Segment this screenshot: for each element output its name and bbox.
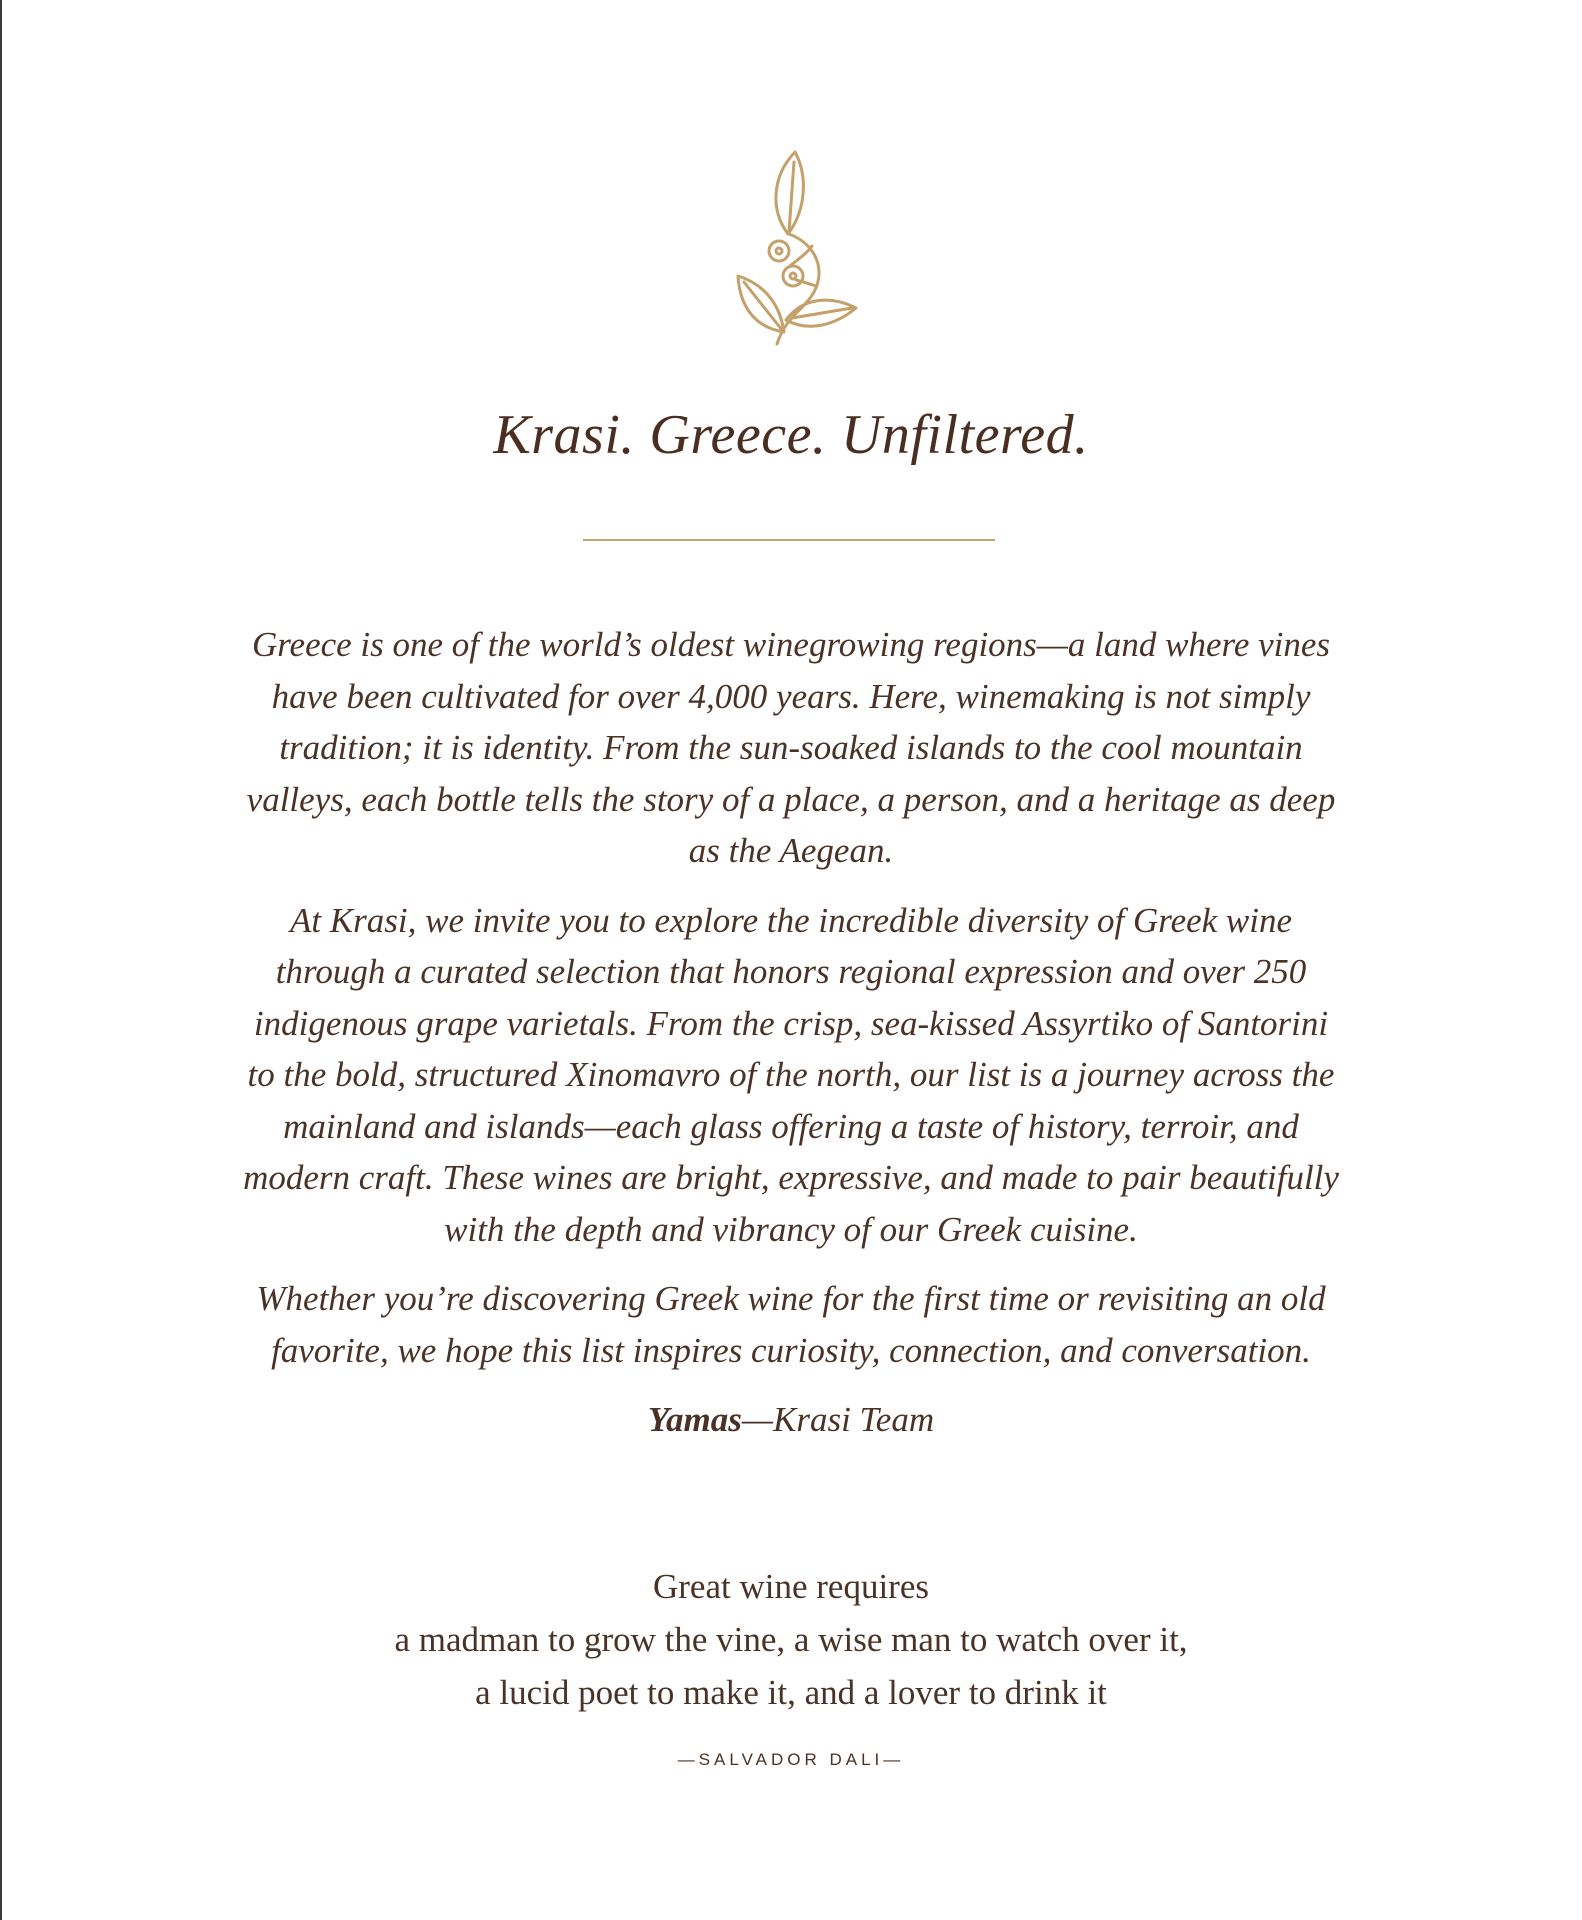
quote bbox=[0, 1560, 1582, 1719]
page-title: Krasi. Greece. Unfiltered. bbox=[493, 404, 1089, 466]
olive-branch-icon bbox=[700, 148, 870, 358]
quote-line: a lucid poet to make it, and a lover to drink it bbox=[475, 1673, 1107, 1712]
intro-paragraph: Greece is one of the world’s oldest winegrowing regions—a land where vines have been cultivated for over 4,000 years. Here, winemaking is not simply tradition; it is identity. From the sun-soaked islands to the cool mountain valleys, each bottle tells the story of a place, a person, and a heritage as deep as the Aegean. bbox=[246, 625, 1336, 870]
intro-text bbox=[240, 619, 1342, 1446]
quote-line: Great wine requires bbox=[653, 1567, 929, 1606]
quote-attribution: —SALVADOR DALI— bbox=[677, 1750, 905, 1769]
signoff-strong: Yamas bbox=[647, 1400, 742, 1439]
intro-paragraph: At Krasi, we invite you to explore the incredible diversity of Greek wine through a curated selection that honors regional expression and over 250 indigenous grape varietals. From the crisp, sea-kissed Assyrtiko of Santorini to the bold, structured Xinomavro of the north, our list is a journey across the mainland and islands—each glass offering a taste of history, terroir, and modern craft. These wines are bright, expressive, and made to pair beautifully with the depth and vibrancy of our Greek cuisine. bbox=[243, 900, 1339, 1249]
signoff bbox=[240, 1394, 1342, 1446]
divider bbox=[583, 539, 995, 541]
intro-paragraph: Whether you’re discovering Greek wine for the first time or revisiting an old favorite, we hope this list inspires curiosity, connection, and conversation. bbox=[256, 1279, 1326, 1370]
quote-line: a madman to grow the vine, a wise man to watch over it, bbox=[394, 1620, 1188, 1659]
signoff-rest: —Krasi Team bbox=[741, 1400, 935, 1439]
